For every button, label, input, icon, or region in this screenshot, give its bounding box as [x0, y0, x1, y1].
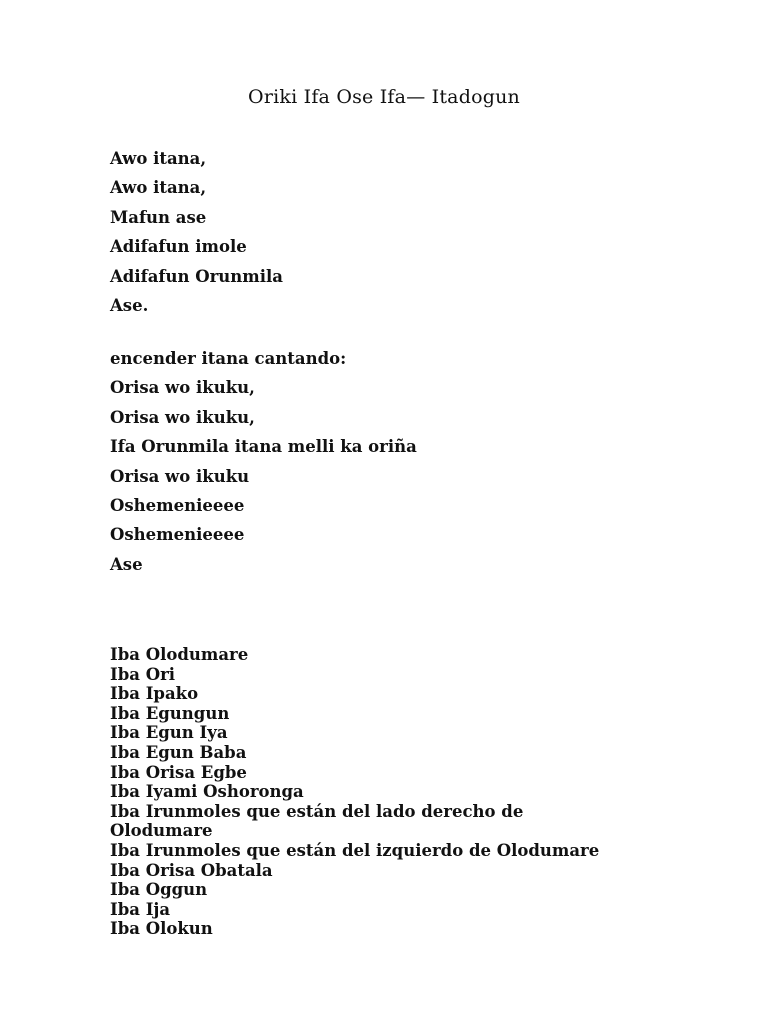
document-title: Oriki Ifa Ose Ifa— Itadogun — [248, 86, 520, 108]
verse-line: Ase. — [110, 295, 149, 315]
iba-line: Iba Ipako — [110, 684, 199, 704]
verse-awo-itana — [110, 144, 283, 320]
iba-line: Iba Egun Iya — [110, 723, 228, 743]
iba-line: Olodumare — [110, 821, 213, 841]
verse-line: Oshemenieeee — [110, 495, 245, 515]
iba-line: Iba Irunmoles que están del lado derecho de — [110, 801, 524, 821]
iba-line: Iba Egun Baba — [110, 742, 247, 762]
verse-line: Ase — [110, 554, 143, 574]
verse-line: Orisa wo ikuku, — [110, 407, 255, 427]
verse-line: Oshemenieeee — [110, 525, 245, 545]
verse-line: Awo itana, — [110, 178, 207, 198]
iba-line: Iba Ija — [110, 899, 171, 919]
iba-line: Iba Orisa Obatala — [110, 860, 273, 880]
iba-line: Iba Olokun — [110, 919, 213, 939]
iba-line: Iba Oggun — [110, 880, 208, 900]
verse-line: Adifafun imole — [110, 237, 247, 257]
iba-line: Iba Orisa Egbe — [110, 762, 247, 782]
verse-line: Orisa wo ikuku — [110, 466, 250, 486]
verse-line: Adifafun Orunmila — [110, 266, 283, 286]
verse-line: encender itana cantando: — [110, 349, 347, 368]
verse-line: Ifa Orunmila itana melli ka oriña — [110, 437, 417, 457]
verse-line: Orisa wo ikuku, — [110, 378, 255, 398]
iba-line: Iba Irunmoles que están del izquierdo de Olodumare — [110, 840, 600, 860]
iba-line: Iba Olodumare — [110, 645, 249, 664]
verse-line: Mafun ase — [110, 207, 207, 227]
iba-line: Iba Iyami Oshoronga — [110, 782, 304, 802]
iba-line: Iba Egungun — [110, 703, 230, 723]
iba-line: Iba Ori — [110, 664, 176, 684]
verse-encender-itana — [110, 344, 417, 579]
iba-list — [110, 645, 650, 939]
verse-line: Awo itana, — [110, 149, 207, 168]
